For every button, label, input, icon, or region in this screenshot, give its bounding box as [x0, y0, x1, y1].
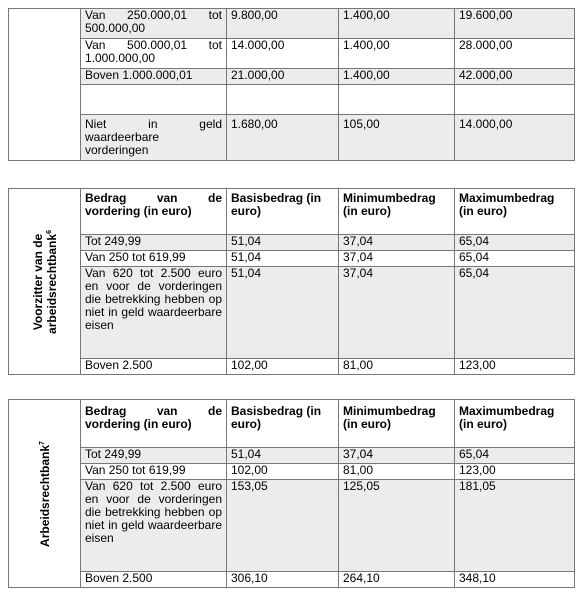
min-cell: 1.400,00: [339, 9, 455, 39]
max-cell: 181,05: [455, 480, 575, 572]
column-header: Bedrag van de vordering (in euro): [81, 189, 227, 235]
column-header: Bedrag van de vordering (in euro): [81, 400, 227, 448]
table-row: [9, 85, 575, 115]
max-cell: 65,04: [455, 448, 575, 464]
max-cell: 348,10: [455, 572, 575, 588]
column-header: Basisbedrag (in euro): [227, 189, 339, 235]
max-cell: 65,04: [455, 267, 575, 359]
basis-cell: 153,05: [227, 480, 339, 572]
bedrag-cell: Van 250 tot 619,99: [81, 251, 227, 267]
max-cell: 65,04: [455, 235, 575, 251]
bedrag-cell: Boven 2.500: [81, 359, 227, 375]
bedrag-cell: Niet in geld waardeerbare vorderingen: [81, 115, 227, 161]
row-label-cell: [9, 9, 81, 161]
header-row: [9, 400, 575, 448]
basis-cell: 102,00: [227, 359, 339, 375]
min-cell: 125,05: [339, 480, 455, 572]
max-cell: 28.000,00: [455, 39, 575, 69]
min-cell: 37,04: [339, 235, 455, 251]
fee-table-continued: [8, 8, 575, 161]
basis-cell: 102,00: [227, 464, 339, 480]
vertical-label: [38, 441, 52, 547]
column-header: Minimumbedrag (in euro): [339, 400, 455, 448]
bedrag-cell: Tot 249,99: [81, 448, 227, 464]
max-cell: 123,00: [455, 359, 575, 375]
table-row: [9, 9, 575, 39]
max-cell: 123,00: [455, 464, 575, 480]
table-row: [9, 235, 575, 251]
bedrag-cell: Boven 2.500: [81, 572, 227, 588]
table-row: [9, 480, 575, 572]
table-row: [9, 115, 575, 161]
basis-cell: 306,10: [227, 572, 339, 588]
bedrag-cell: Tot 249,99: [81, 235, 227, 251]
max-cell: [455, 85, 575, 115]
min-cell: 37,04: [339, 267, 455, 359]
table-row: [9, 572, 575, 588]
footnote-marker: 6: [45, 229, 53, 234]
max-cell: 14.000,00: [455, 115, 575, 161]
table-row: [9, 69, 575, 85]
basis-cell: 9.800,00: [227, 9, 339, 39]
bedrag-cell: Van 620 tot 2.500 euro en voor de vorderingen die betrekking hebben op niet in geld waardeerbare eisen: [81, 480, 227, 572]
min-cell: 105,00: [339, 115, 455, 161]
min-cell: 264,10: [339, 572, 455, 588]
fee-table-voorzitter: [8, 188, 575, 375]
basis-cell: 1.680,00: [227, 115, 339, 161]
vertical-label-cell: [9, 189, 81, 375]
column-header: Maximumbedrag (in euro): [455, 189, 575, 235]
max-cell: 42.000,00: [455, 69, 575, 85]
basis-cell: 51,04: [227, 448, 339, 464]
table-row: [9, 359, 575, 375]
basis-cell: 51,04: [227, 235, 339, 251]
basis-cell: 21.000,00: [227, 69, 339, 85]
table-row: [9, 464, 575, 480]
min-cell: 1.400,00: [339, 69, 455, 85]
max-cell: 19.600,00: [455, 9, 575, 39]
min-cell: 1.400,00: [339, 39, 455, 69]
table-row: [9, 251, 575, 267]
min-cell: 37,04: [339, 251, 455, 267]
bedrag-cell: Van 250.000,01 tot 500.000,00: [81, 9, 227, 39]
label-line-2: arbeidsrechtbank: [44, 233, 59, 334]
header-row: [9, 189, 575, 235]
bedrag-cell: [81, 85, 227, 115]
column-header: Minimumbedrag (in euro): [339, 189, 455, 235]
bedrag-cell: Van 500.000,01 tot 1.000.000,00: [81, 39, 227, 69]
column-header: Maximumbedrag (in euro): [455, 400, 575, 448]
bedrag-cell: Boven 1.000.000,01: [81, 69, 227, 85]
min-cell: 81,00: [339, 359, 455, 375]
table-row: [9, 448, 575, 464]
min-cell: 81,00: [339, 464, 455, 480]
bedrag-cell: Van 250 tot 619,99: [81, 464, 227, 480]
label-line-1: Voorzitter van de: [30, 233, 45, 330]
max-cell: 65,04: [455, 251, 575, 267]
label-line-1: Arbeidsrechtbank: [37, 444, 52, 547]
basis-cell: 51,04: [227, 267, 339, 359]
basis-cell: [227, 85, 339, 115]
column-header: Basisbedrag (in euro): [227, 400, 339, 448]
fee-table-arbeidsrechtbank: [8, 399, 575, 588]
footnote-marker: 7: [38, 440, 46, 445]
min-cell: [339, 85, 455, 115]
table-row: [9, 39, 575, 69]
basis-cell: 14.000,00: [227, 39, 339, 69]
basis-cell: 51,04: [227, 251, 339, 267]
bedrag-cell: Van 620 tot 2.500 euro en voor de vorderingen die betrekking hebben op niet in geld waardeerbare eisen: [81, 267, 227, 359]
vertical-label: [31, 230, 59, 334]
min-cell: 37,04: [339, 448, 455, 464]
vertical-label-cell: [9, 400, 81, 588]
table-row: [9, 267, 575, 359]
